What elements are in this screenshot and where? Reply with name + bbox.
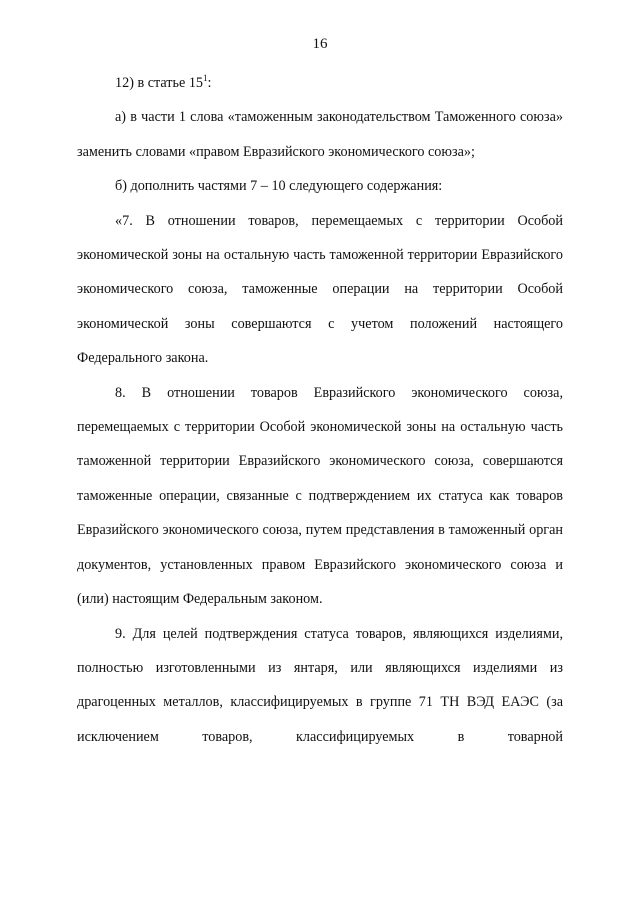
document-body <box>77 66 563 754</box>
paragraph-subitem-b: б) дополнить частями 7 – 10 следующего содержания: <box>115 178 443 195</box>
paragraph-item-12-colon: : <box>207 75 212 91</box>
paragraph-part-7: «7. В отношении товаров, перемещаемых с территории Особой экономической зоны на остальную часть таможенной территории Евразийского экономического союза, таможенные операции на территории Особой экономической зоны совершаются с учетом положений настоящего Федерального закона. <box>77 212 563 367</box>
page-number: 16 <box>312 36 328 52</box>
paragraph-item-12 <box>77 66 563 100</box>
article-superscript: 1 <box>203 73 208 83</box>
paragraph-part-8: 8. В отношении товаров Евразийского экономического союза, перемещаемых с территории Особой экономической зоны на остальную часть таможенной территории Евразийского экономического союза, совершаются таможенные операции, связанные с подтверждением их статуса как товаров Евразийского экономического союза, путем представления в таможенный орган документов, установленных правом Евразийского экономического союза и (или) настоящим Федеральным законом. <box>77 384 563 608</box>
paragraph-item-12-text: 12) в статье 15 <box>115 75 204 91</box>
paragraph-part-9: 9. Для целей подтверждения статуса товаров, являющихся изделиями, полностью изготовленными из янтаря, или являющихся изделиями из драгоценных металлов, классифицируемых в группе 71 ТН ВЭД ЕАЭС (за исключением товаров, классифицируемых в товарной <box>77 625 563 745</box>
paragraph-subitem-a: а) в части 1 слова «таможенным законодательством Таможенного союза» заменить словами «правом Евразийского экономического союза»; <box>77 109 563 160</box>
